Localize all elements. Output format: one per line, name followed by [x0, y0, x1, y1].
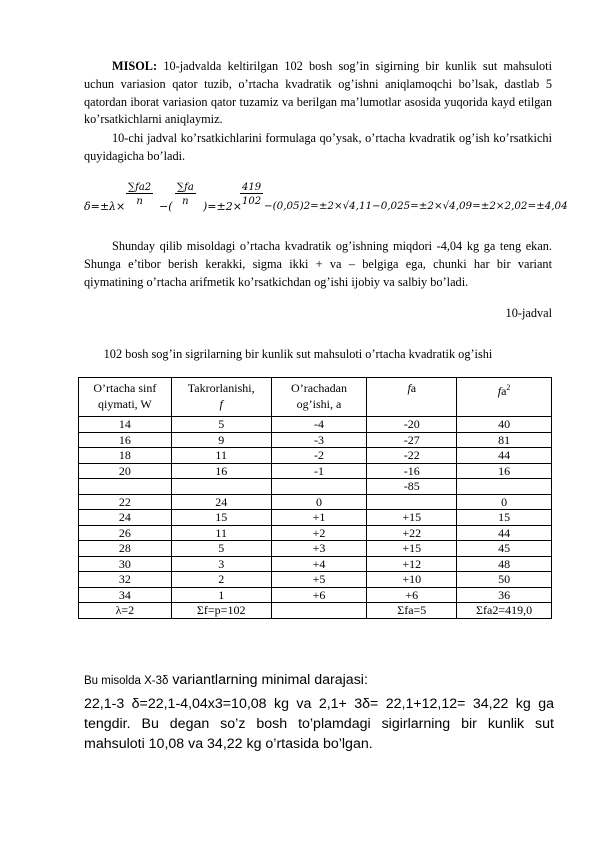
cell-class-value: 22: [79, 494, 172, 510]
cell-deviation: +5: [271, 572, 367, 588]
cell-class-value: 32: [79, 572, 172, 588]
formula-fraction-3: [240, 182, 263, 207]
table-caption: 102 bosh sog’in sigrilarning bir kunlik sut mahsuloti o’rtacha kvadratik og’ishi: [103, 347, 493, 361]
cell-fa: +15: [367, 541, 457, 557]
cell-frequency: 16: [171, 463, 271, 479]
header-fa: fa: [367, 378, 457, 417]
table-row: [79, 556, 552, 572]
header-class-value: O’rtacha sinf qiymati, W: [79, 378, 172, 417]
cell-fa: -27: [367, 432, 457, 448]
cell-deviation: 0: [271, 494, 367, 510]
cell-fa2: 0: [457, 494, 552, 510]
cell-frequency: 1: [171, 587, 271, 603]
minimum-level-heading: [84, 672, 368, 688]
intro-paragraph: [84, 58, 552, 129]
cell-class-value: 34: [79, 587, 172, 603]
data-table: [78, 377, 552, 619]
range-paragraph: 22,1-3 δ=22,1-4,04x3=10,08 kg va 2,1+ 3δ= 22,1+12,12= 34,22 kg ga tengdir. Bu degan so’z bosh to’plamdagi sigirlarning bir kunlik sut mahsuloti 10,08 va 34,22 kg o’rtasida bo’lgan.: [84, 696, 554, 752]
cell-frequency: 9: [171, 432, 271, 448]
total-fa: Σfa=5: [367, 603, 457, 619]
cell-deviation: +6: [271, 587, 367, 603]
cell-deviation: +1: [271, 510, 367, 526]
cell-fa2: 44: [457, 525, 552, 541]
cell-deviation: -4: [271, 417, 367, 433]
cell-frequency: 11: [171, 525, 271, 541]
total-fa2: Σfa2=419,0: [457, 603, 552, 619]
cell-fa: -22: [367, 448, 457, 464]
cell-fa2: [457, 479, 552, 495]
table-body: [79, 417, 552, 603]
cell-fa: +15: [367, 510, 457, 526]
fraction-3-denominator: 102: [242, 196, 262, 207]
cell-fa2: 45: [457, 541, 552, 557]
conclusion-paragraph: Shunday qilib misoldagi o’rtacha kvadratik og’ishning miqdori -4,04 kg ga teng ekan. Shunga e’tibor berish kerakki, sigma ikki + va – belgiga ega, chunki har bir variant qiymatining o’rtacha arifmetik ko’rsatkichdan og’ishi ijobiy va salbiy bo’ladi.: [84, 239, 552, 289]
table-row: [79, 541, 552, 557]
cell-frequency: 5: [171, 541, 271, 557]
cell-fa: +12: [367, 556, 457, 572]
cell-fa2: 81: [457, 432, 552, 448]
cell-frequency: 3: [171, 556, 271, 572]
cell-frequency: 15: [171, 510, 271, 526]
cell-deviation: +3: [271, 541, 367, 557]
sigma-formula: [84, 180, 584, 228]
total-deviation: [271, 603, 367, 619]
table-row: [79, 572, 552, 588]
formula-close-eq: )=±2×: [203, 200, 242, 213]
cell-class-value: 20: [79, 463, 172, 479]
table-row: [79, 463, 552, 479]
formula-fraction-2: [175, 182, 196, 207]
table-row: [79, 494, 552, 510]
cell-class-value: 24: [79, 510, 172, 526]
formula-rest: −(0,05)2=±2×√4,11−0,025=±2×√4,09=±2×2,02=±4,04: [264, 200, 568, 212]
cell-fa: +22: [367, 525, 457, 541]
table-row: [79, 587, 552, 603]
cell-fa2: 16: [457, 463, 552, 479]
cell-fa: +6: [367, 587, 457, 603]
cell-frequency: 2: [171, 572, 271, 588]
total-frequency: Σf=p=102: [171, 603, 271, 619]
cell-frequency: 24: [171, 494, 271, 510]
formula-intro-paragraph: 10-chi jadval ko’rsatkichlarini formulaga qo’ysak, o’rtacha kvadratik og’ish ko’rsatkichi quyidagicha bo’ladi.: [84, 131, 552, 163]
fraction-3-numerator: 419: [242, 182, 262, 193]
header-fa2: $fa^2$: [457, 378, 552, 417]
cell-fa2: 36: [457, 587, 552, 603]
cell-fa: -85: [367, 479, 457, 495]
cell-fa: -20: [367, 417, 457, 433]
cell-deviation: -1: [271, 463, 367, 479]
cell-fa2: 48: [457, 556, 552, 572]
cell-deviation: +2: [271, 525, 367, 541]
fraction-2-denominator: n: [182, 196, 189, 207]
table-row: [79, 417, 552, 433]
cell-fa2: 50: [457, 572, 552, 588]
header-deviation: O’rachadan og’ishi, a: [271, 378, 367, 417]
fraction-2-numerator: ∑fa: [177, 182, 194, 193]
cell-class-value: 16: [79, 432, 172, 448]
cell-deviation: -2: [271, 448, 367, 464]
fraction-1-numerator: ∑fa2: [128, 182, 152, 193]
table-row: [79, 525, 552, 541]
table-number-label: 10-jadval: [505, 306, 552, 320]
minimum-level-text: variantlarning minimal darajasi:: [168, 672, 368, 688]
cell-frequency: 11: [171, 448, 271, 464]
formula-fraction-1: [126, 182, 153, 207]
cell-frequency: [171, 479, 271, 495]
cell-class-value: [79, 479, 172, 495]
minimum-level-prefix: Bu misolda X-3δ: [84, 675, 169, 687]
cell-fa2: 15: [457, 510, 552, 526]
formula-lhs: δ=±λ×: [84, 200, 126, 213]
cell-fa: -16: [367, 463, 457, 479]
header-frequency: Takrorlanishi, f: [171, 378, 271, 417]
cell-class-value: 30: [79, 556, 172, 572]
cell-frequency: 5: [171, 417, 271, 433]
example-title: MISOL:: [112, 59, 158, 73]
table-header-row: [79, 378, 552, 417]
cell-deviation: [271, 479, 367, 495]
intro-text: 10-jadvalda keltirilgan 102 bosh sog’in sigirning bir kunlik sut mahsuloti uchun variasion qator tuzib, o’rtacha kvadratik og’ishni aniqlamoqchi bo’lsak, dastlab 5 qatordan iborat variasion qator tuzamiz va berilgan ma’lumotlar asosida yuqorida kayd etilgan ko’rsatkichlarni aniqlaymiz.: [84, 59, 552, 127]
cell-fa: [367, 494, 457, 510]
total-lambda: λ=2: [79, 603, 172, 619]
table-row: [79, 479, 552, 495]
table-row: [79, 432, 552, 448]
table-row: [79, 448, 552, 464]
cell-class-value: 14: [79, 417, 172, 433]
formula-minus-open: −(: [159, 200, 173, 213]
cell-fa2: 44: [457, 448, 552, 464]
cell-class-value: 26: [79, 525, 172, 541]
table-totals-row: [79, 603, 552, 619]
cell-fa2: 40: [457, 417, 552, 433]
cell-deviation: +4: [271, 556, 367, 572]
cell-class-value: 28: [79, 541, 172, 557]
cell-fa: +10: [367, 572, 457, 588]
fraction-1-denominator: n: [136, 196, 143, 207]
cell-class-value: 18: [79, 448, 172, 464]
cell-deviation: -3: [271, 432, 367, 448]
table-row: [79, 510, 552, 526]
